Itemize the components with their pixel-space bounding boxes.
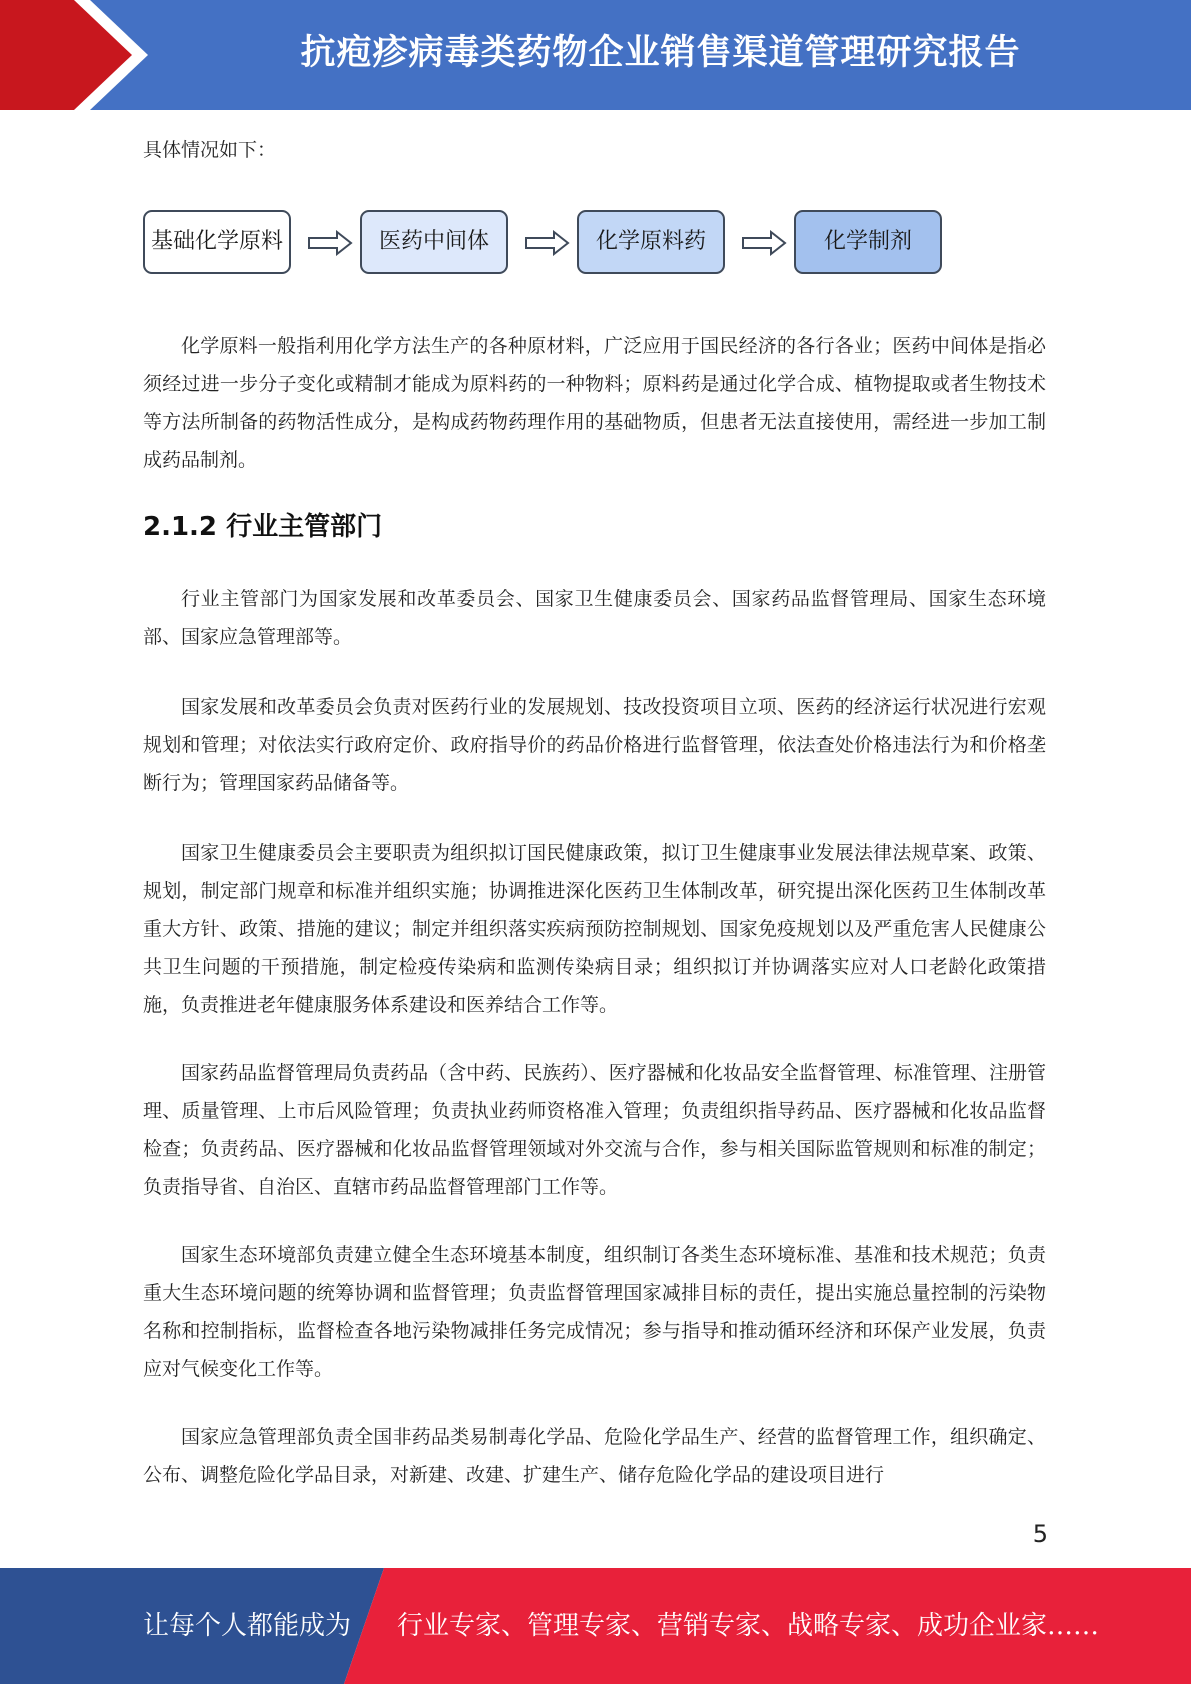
paragraph-nhc: 国家卫生健康委员会主要职责为组织拟订国民健康政策，拟订卫生健康事业发展法律法规草案、政策、规划，制定部门规章和标准并组织实施；协调推进深化医药卫生体制改革，研究提出深化医药卫生体制改革重大方针、政策、措施的建议；制定并组织落实疾病预防控制规划、国家免疫规划以及严重危害人民健康公共卫生问题的干预措施，制定检疫传染病和监测传染病目录；组织拟订并协调落实应对人口老龄化政策措施，负责推进老年健康服务体系建设和医养结合工作等。 — [143, 842, 1046, 1016]
section-heading: 2.1.2 行业主管部门 — [143, 512, 383, 542]
flow-step-api: 化学原料药 — [577, 210, 725, 274]
flow-step-preparation: 化学制剂 — [794, 210, 942, 274]
paragraph-ndrc: 国家发展和改革委员会负责对医药行业的发展规划、技改投资项目立项、医药的经济运行状况进行宏观规划和管理；对依法实行政府定价、政府指导价的药品价格进行监督管理，依法查处价格违法行为和价格垄断行为；管理国家药品储备等。 — [143, 696, 1046, 794]
page-footer-band — [0, 1568, 1191, 1684]
header-chevron-icon — [0, 0, 160, 110]
paragraph-chemical-definitions: 化学原料一般指利用化学方法生产的各种原材料，广泛应用于国民经济的各行各业；医药中间体是指必须经过进一步分子变化或精制才能成为原料药的一种物料；原料药是通过化学合成、植物提取或者生物技术等方法所制备的药物活性成分，是构成药物药理作用的基础物质，但患者无法直接使用，需经进一步加工制成药品制剂。 — [143, 335, 1046, 471]
double-right-arrow-icon — [741, 230, 787, 256]
paragraph-mee: 国家生态环境部负责建立健全生态环境基本制度，组织制订各类生态环境标准、基准和技术规范；负责重大生态环境问题的统筹协调和监督管理；负责监督管理国家减排目标的责任，提出实施总量控制的污染物名称和控制指标，监督检查各地污染物减排任务完成情况；参与指导和推动循环经济和环保产业发展，负责应对气候变化工作等。 — [143, 1244, 1046, 1380]
process-flow-diagram — [143, 210, 943, 278]
double-right-arrow-icon — [524, 230, 570, 256]
page-number: 5 — [1032, 1520, 1048, 1548]
page-header-band — [0, 0, 1191, 110]
intro-text: 具体情况如下： — [143, 139, 277, 161]
paragraph-mem: 国家应急管理部负责全国非药品类易制毒化学品、危险化学品生产、经营的监督管理工作，组织确定、公布、调整危险化学品目录，对新建、改建、扩建生产、储存危险化学品的建设项目进行 — [143, 1426, 1046, 1486]
report-title: 抗疱疹病毒类药物企业销售渠道管理研究报告 — [300, 33, 1021, 73]
flow-step-intermediate: 医药中间体 — [360, 210, 508, 274]
double-right-arrow-icon — [307, 230, 353, 256]
footer-slogan-right: 行业专家、管理专家、营销专家、战略专家、成功企业家…… — [397, 1611, 1100, 1641]
flow-step-basic-chemical: 基础化学原料 — [143, 210, 291, 274]
paragraph-regulators-overview: 行业主管部门为国家发展和改革委员会、国家卫生健康委员会、国家药品监督管理局、国家生态环境部、国家应急管理部等。 — [143, 588, 1046, 648]
paragraph-nmpa: 国家药品监督管理局负责药品（含中药、民族药）、医疗器械和化妆品安全监督管理、标准管理、注册管理、质量管理、上市后风险管理；负责执业药师资格准入管理；负责组织指导药品、医疗器械和化妆品监督检查；负责药品、医疗器械和化妆品监督管理领域对外交流与合作，参与相关国际监管规则和标准的制定；负责指导省、自治区、直辖市药品监督管理部门工作等。 — [143, 1062, 1046, 1198]
footer-slogan-left: 让每个人都能成为 — [143, 1611, 352, 1641]
